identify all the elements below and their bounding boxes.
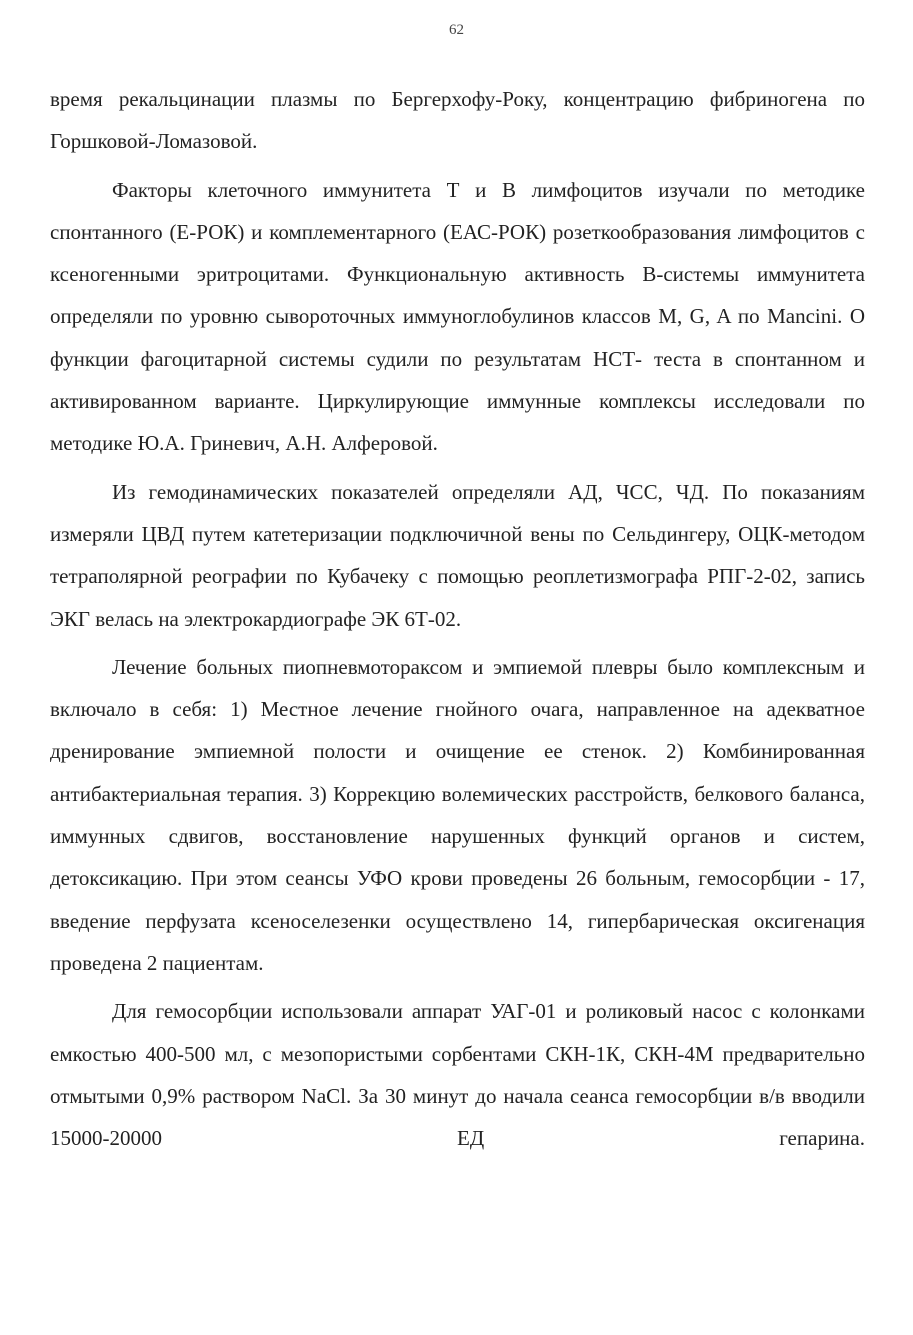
- paragraph-5: Для гемосорбции использовали аппарат УАГ-01 и роликовый насос с колонками емкостью 400-500 мл, с мезопористыми сорбентами СКН-1К, СКН-4М предварительно отмытыми 0,9% раствором NaCl. За 30 минут до начала сеанса гемосорбции в/в вводили 15000-20000 ЕД гепарина.: [50, 999, 865, 1151]
- paragraph-4: Лечение больных пиопневмотораксом и эмпиемой плевры было комплексным и включало в себя: 1) Местное лечение гнойного очага, направленное на адекватное дренирование эмпиемной полости и очищение ее стенок. 2) Комбинированная антибактериальная терапия. 3) Коррекцию волемических расстройств, белкового баланса, иммунных сдвигов, восстановление нарушенных функций органов и систем, детоксикацию. При этом сеансы УФО крови проведены 26 больным, гемосорбции - 17, введение перфузата ксеноселезенки осуществлено 14, гипербарическая оксигенация проведена 2 пациентам.: [50, 654, 865, 975]
- paragraph-3: Из гемодинамических показателей определяли АД, ЧСС, ЧД. По показаниям измеряли ЦВД путем катетеризации подключичной вены по Сельдингеру, ОЦК-методом тетраполярной реографии по Кубачеку с помощью реоплетизмографа РПГ-2-02, запись ЭКГ велась на электрокардиографе ЭК 6Т-02.: [50, 479, 865, 631]
- paragraph-1: время рекальцинации плазмы по Бергерхофу-Року, концентрацию фибриногена по Горшковой-Ломазовой.: [50, 87, 865, 154]
- document-body: [50, 78, 865, 1159]
- page-number: 62: [449, 22, 464, 38]
- paragraph-2: Факторы клеточного иммунитета Т и В лимфоцитов изучали по методике спонтанного (Е-РОК) и комплементарного (ЕАС-РОК) розеткообразования лимфоцитов с ксеногенными эритроцитами. Функциональную активность В-системы иммунитета определяли по уровню сывороточных иммуноглобулинов классов M, G, A по Mancini. О функции фагоцитарной системы судили по результатам НСТ- теста в спонтанном и активированном варианте. Циркулирующие иммунные комплексы исследовали по методике Ю.А. Гриневич, А.Н. Алферовой.: [50, 177, 865, 456]
